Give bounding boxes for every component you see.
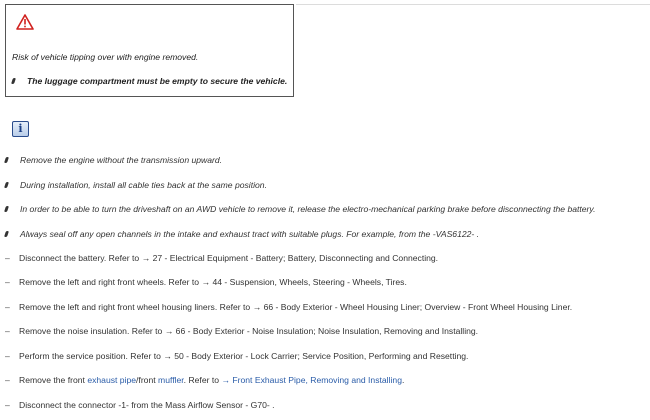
procedure-step: – Perform the service position. Refer to → 50 - Body Exterior - Lock Carrier; Service Position, Performing and Resetting. bbox=[5, 351, 469, 361]
note-item: During installation, install all cable ties back at the same position. bbox=[5, 180, 267, 190]
bullet-icon bbox=[4, 182, 9, 188]
note-item: In order to be able to turn the driveshaft on an AWD vehicle to remove it, release the electro-mechanical parking brake before disconnecting the battery. bbox=[5, 204, 595, 214]
header-divider bbox=[296, 4, 650, 5]
warning-triangle-icon bbox=[16, 14, 34, 30]
note-item: Always seal off any open channels in the intake and exhaust tract with suitable plugs. For example, from the -VAS6122- . bbox=[5, 229, 479, 239]
warning-bullet-text: The luggage compartment must be empty to secure the vehicle. bbox=[27, 76, 288, 86]
dash-marker: – bbox=[5, 375, 10, 385]
dash-marker: – bbox=[5, 326, 10, 336]
dash-marker: – bbox=[5, 277, 10, 287]
bullet-icon bbox=[4, 157, 9, 163]
procedure-step-exhaust: – Remove the front exhaust pipe/front muffler. Refer to → Front Exhaust Pipe, Removing and Installing. bbox=[5, 375, 405, 385]
note-item: Remove the engine without the transmission upward. bbox=[5, 155, 222, 165]
warning-bullet bbox=[12, 76, 287, 86]
bullet-icon bbox=[4, 206, 9, 212]
bullet-icon bbox=[11, 78, 16, 84]
warning-title: Risk of vehicle tipping over with engine removed. bbox=[12, 52, 199, 62]
dash-marker: – bbox=[5, 351, 10, 361]
procedure-step: – Remove the left and right front wheels. Refer to → 44 - Suspension, Wheels, Steering - Wheels, Tires. bbox=[5, 277, 407, 287]
dash-marker: – bbox=[5, 400, 10, 410]
info-icon: i bbox=[12, 121, 29, 137]
procedure-step: – Remove the left and right front wheel housing liners. Refer to → 66 - Body Exterior - Wheel Housing Liner; Overview - Front Wheel Housing Liner. bbox=[5, 302, 573, 312]
front-exhaust-pipe-reference-link[interactable]: → Front Exhaust Pipe, Removing and Installing bbox=[221, 375, 402, 385]
exhaust-pipe-link[interactable]: exhaust pipe bbox=[87, 375, 137, 385]
dash-marker: – bbox=[5, 253, 10, 263]
muffler-link[interactable]: muffler bbox=[158, 375, 184, 385]
procedure-step: – Remove the noise insulation. Refer to → 66 - Body Exterior - Noise Insulation; Noise Insulation, Removing and Installing. bbox=[5, 326, 479, 336]
dash-marker: – bbox=[5, 302, 10, 312]
warning-box bbox=[5, 4, 294, 97]
procedure-step: – Disconnect the connector -1- from the Mass Airflow Sensor - G70- . bbox=[5, 400, 275, 410]
procedure-step: – Disconnect the battery. Refer to → 27 - Electrical Equipment - Battery; Battery, Disconnecting and Connecting. bbox=[5, 253, 439, 263]
bullet-icon bbox=[4, 231, 9, 237]
